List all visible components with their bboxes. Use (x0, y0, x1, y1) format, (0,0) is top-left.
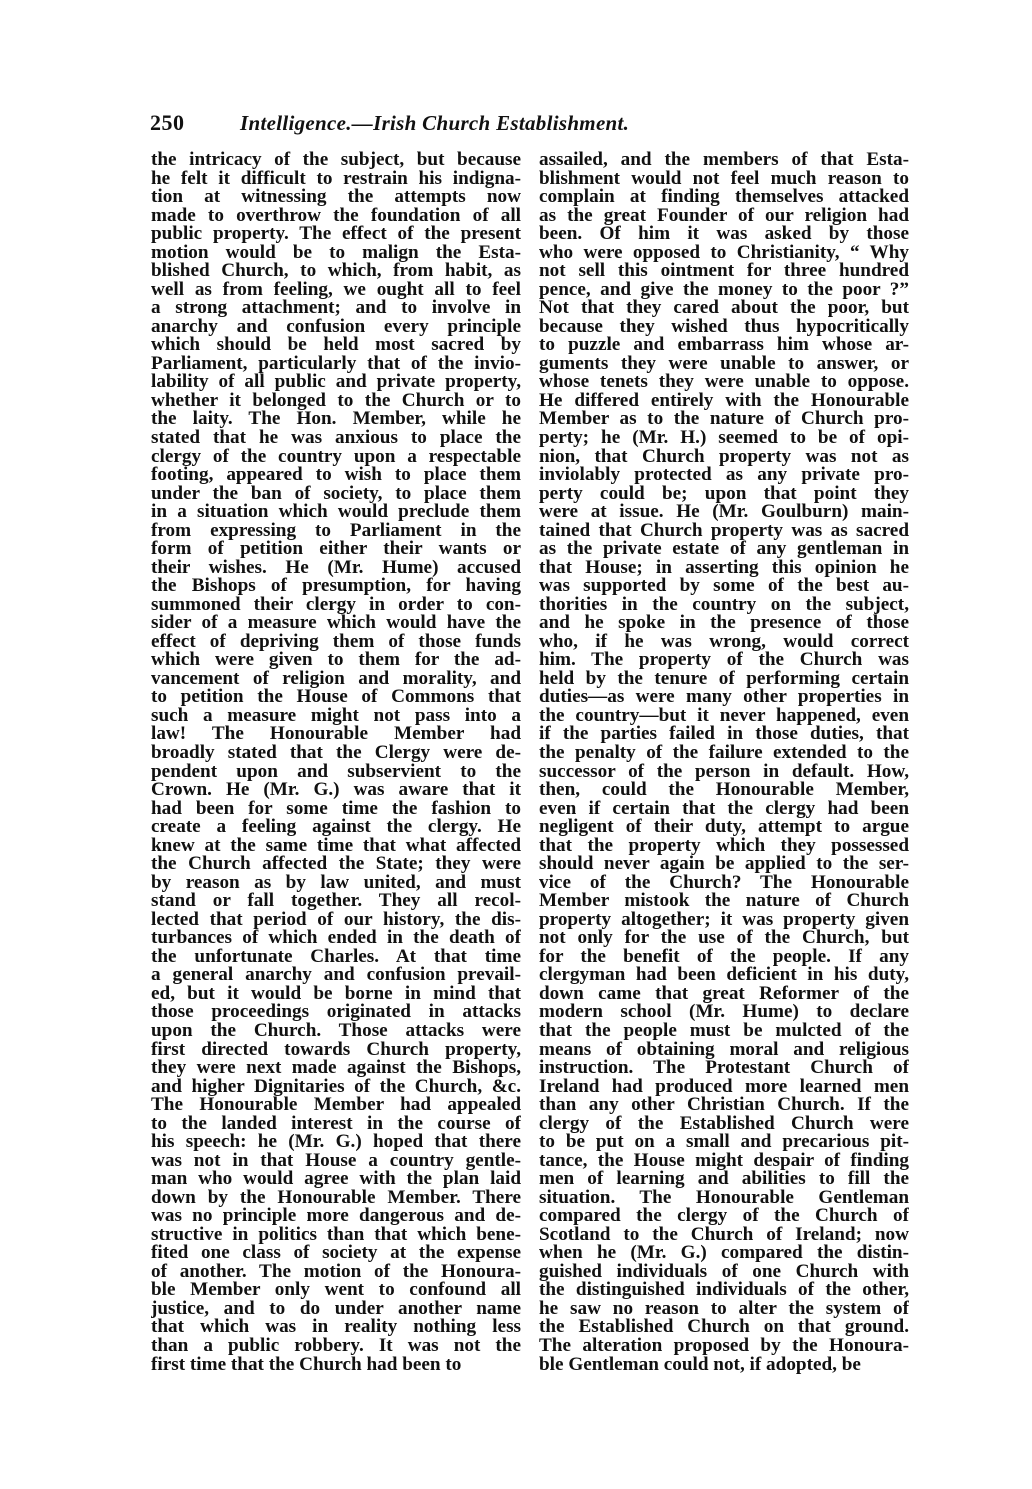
text-line: stated that he was anxious to place the (151, 428, 521, 448)
text-line: well as from feeling, we ought all to feel (151, 280, 521, 300)
text-line: structive in politics than that which bene- (151, 1225, 521, 1245)
text-line: the laity. The Hon. Member, while he (151, 410, 521, 429)
text-line: to petition the House of Commons that (151, 688, 521, 707)
text-line: than a public robbery. It was not the (151, 1337, 521, 1356)
text-line: that House; in asserting this opinion he (539, 558, 909, 578)
text-line: negligent of their duty, attempt to argue (539, 818, 909, 837)
text-line: that which was in reality nothing less (151, 1318, 521, 1337)
text-line: inviolably protected as any private pro- (539, 466, 909, 485)
text-line: successor of the person in default. How, (539, 762, 909, 782)
text-line: was supported by some of the best au- (539, 577, 909, 596)
text-line: The Honourable Member had appealed (151, 1096, 521, 1115)
text-line: was not in that House a country gentle- (151, 1151, 521, 1171)
text-line: the Bishops of presumption, for having (151, 577, 521, 596)
text-line: guments they were unable to answer, or (539, 354, 909, 374)
text-line: the Church affected the State; they were (151, 855, 521, 874)
text-line: footing, appeared to wish to place them (151, 466, 521, 485)
text-line: and higher Dignitaries of the Church, &c. (151, 1077, 521, 1097)
text-line: pendent upon and subservient to the (151, 762, 521, 782)
text-line: Member mistook the nature of Church (539, 892, 909, 911)
text-line: complain at finding themselves attacked (539, 188, 909, 207)
text-line: whose tenets they were unable to oppose. (539, 373, 909, 392)
text-line: sider of a measure which would have the (151, 614, 521, 633)
text-line: instruction. The Protestant Church of (539, 1059, 909, 1078)
text-line: a strong attachment; and to involve in (151, 299, 521, 318)
text-line: the Established Church on that ground. (539, 1318, 909, 1337)
text-line: made to overthrow the foundation of all (151, 206, 521, 226)
text-line: Ireland had produced more learned men (539, 1077, 909, 1097)
left-text-column (151, 151, 521, 1374)
text-line: down by the Honourable Member. There (151, 1188, 521, 1208)
text-line: first time that the Church had been to (151, 1355, 462, 1375)
text-line: broadly stated that the Clergy were de- (151, 744, 521, 763)
text-line: tance, the House might despair of finding (539, 1151, 909, 1171)
text-line: nion, that Church property was not as (539, 447, 909, 467)
text-line: of another. The motion of the Honoura- (151, 1262, 521, 1282)
text-line: the penalty of the failure extended to the (539, 744, 909, 763)
text-line: because they wished thus hypocritically (539, 317, 909, 337)
text-line: not only for the use of the Church, but (539, 929, 909, 948)
text-line: law! The Honourable Member had (151, 725, 521, 744)
text-line: perty could be; upon that point they (539, 484, 909, 504)
text-line: form of petition either their wants or (151, 540, 521, 559)
text-line: clergyman had been deficient in his duty, (539, 966, 909, 985)
text-line: He differed entirely with the Honourable (539, 391, 909, 411)
text-line: the country—but it never happened, even (539, 706, 909, 726)
text-line: blished Church, to which, from habit, as (151, 262, 521, 281)
text-line: clergy of the Established Church were (539, 1114, 909, 1134)
text-line: if the parties failed in those duties, that (539, 725, 909, 744)
text-line: summoned their clergy in order to con- (151, 595, 521, 615)
text-line: his speech: he (Mr. G.) hoped that there (151, 1133, 521, 1152)
text-line: the unfortunate Charles. At that time (151, 947, 521, 967)
text-line: vice of the Church? The Honourable (539, 873, 909, 893)
text-line: were at issue. He (Mr. Goulburn) main- (539, 503, 909, 522)
text-line: Member as to the nature of Church pro- (539, 410, 909, 429)
text-line: Not that they cared about the poor, but (539, 299, 909, 318)
text-line: which were given to them for the ad- (151, 651, 521, 670)
text-line: man who would agree with the plan laid (151, 1170, 521, 1189)
text-line: compared the clergy of the Church of (539, 1207, 909, 1226)
text-line: ble Gentleman could not, if adopted, be (539, 1355, 861, 1375)
text-line: which should be held most sacred by (151, 336, 521, 355)
text-line: tained that Church property was as sacred (539, 521, 909, 541)
text-line: he felt it difficult to restrain his indigna- (151, 169, 521, 189)
text-line: lected that period of our history, the dis- (151, 910, 521, 930)
text-line: as the great Founder of our religion had (539, 206, 909, 226)
text-line: situation. The Honourable Gentleman (539, 1188, 909, 1208)
text-line: means of obtaining moral and religious (539, 1040, 909, 1060)
text-line: modern school (Mr. Hume) to declare (539, 1003, 909, 1022)
text-line: thorities in the country on the subject, (539, 595, 909, 615)
text-line: they were next made against the Bishops, (151, 1059, 521, 1078)
text-line: that the people must be mulcted of the (539, 1021, 909, 1041)
text-line: from expressing to Parliament in the (151, 521, 521, 541)
text-line: anarchy and confusion every principle (151, 317, 521, 337)
text-line: duties—as were many other properties in (539, 688, 909, 707)
text-line: assailed, and the members of that Esta- (539, 151, 909, 170)
text-line: those proceedings originated in attacks (151, 1003, 521, 1022)
text-line: men of learning and abilities to fill the (539, 1170, 909, 1189)
text-line: to be put on a small and precarious pit- (539, 1133, 909, 1152)
text-line: to the landed interest in the course of (151, 1114, 521, 1134)
right-text-column (539, 151, 909, 1374)
text-line: he saw no reason to alter the system of (539, 1299, 909, 1319)
text-line: was no principle more dangerous and de- (151, 1207, 521, 1226)
text-line: motion would be to malign the Esta- (151, 243, 521, 263)
text-line: under the ban of society, to place them (151, 484, 521, 504)
text-line: whether it belonged to the Church or to (151, 391, 521, 411)
text-line: guished individuals of one Church with (539, 1262, 909, 1282)
text-line: to puzzle and embarrass him whose ar- (539, 336, 909, 355)
page-number: 250 (150, 110, 185, 135)
text-line: been. Of him it was asked by those (539, 225, 909, 244)
text-line: held by the tenure of performing certain (539, 669, 909, 689)
text-line: vancement of religion and morality, and (151, 669, 521, 689)
text-line: perty; he (Mr. H.) seemed to be of opi- (539, 428, 909, 448)
text-line: property altogether; it was property given (539, 910, 909, 930)
text-line: ble Member only went to confound all (151, 1281, 521, 1300)
text-line: justice, and to do under another name (151, 1299, 521, 1319)
text-line: down came that great Reformer of the (539, 984, 909, 1004)
running-head-title: Intelligence.—Irish Church Establishment. (240, 111, 630, 135)
text-line: clergy of the country upon a respectable (151, 447, 521, 467)
text-line: their wishes. He (Mr. Hume) accused (151, 558, 521, 578)
text-line: turbances of which ended in the death of (151, 929, 521, 948)
text-line: such a measure might not pass into a (151, 706, 521, 726)
text-line: for the benefit of the people. If any (539, 947, 909, 967)
text-line: who were opposed to Christianity, “ Why (539, 243, 909, 263)
text-line: tion at witnessing the attempts now (151, 188, 521, 207)
text-line: create a feeling against the clergy. He (151, 818, 521, 837)
text-line: in a situation which would preclude them (151, 503, 521, 522)
text-line: Scotland to the Church of Ireland; now (539, 1225, 909, 1245)
text-line: then, could the Honourable Member, (539, 781, 909, 800)
text-line: that the property which they possessed (539, 836, 909, 856)
text-line: the distinguished individuals of the other, (539, 1281, 909, 1300)
text-line: than any other Christian Church. If the (539, 1096, 909, 1115)
text-line: first directed towards Church property, (151, 1040, 521, 1060)
text-line: upon the Church. Those attacks were (151, 1021, 521, 1041)
text-line: even if certain that the clergy had been (539, 799, 909, 819)
text-line: him. The property of the Church was (539, 651, 909, 670)
text-line: fited one class of society at the expense (151, 1244, 521, 1263)
text-line: by reason as by law united, and must (151, 873, 521, 893)
text-line: the intricacy of the subject, but because (151, 151, 521, 170)
text-line: a general anarchy and confusion prevail- (151, 966, 521, 985)
text-line: Crown. He (Mr. G.) was aware that it (151, 781, 521, 800)
text-line: Parliament, particularly that of the invio- (151, 354, 521, 374)
text-line: stand or fall together. They all recol- (151, 892, 521, 911)
text-line: The alteration proposed by the Honoura- (539, 1337, 909, 1356)
text-line: ed, but it would be borne in mind that (151, 984, 521, 1004)
text-line: effect of depriving them of those funds (151, 632, 521, 652)
text-line: lability of all public and private property, (151, 373, 521, 392)
text-line: should never again be applied to the ser- (539, 855, 909, 874)
text-line: who, if he was wrong, would correct (539, 632, 909, 652)
text-line: blishment would not feel much reason to (539, 169, 909, 189)
text-line: when he (Mr. G.) compared the distin- (539, 1244, 909, 1263)
text-line: not sell this ointment for three hundred (539, 262, 909, 281)
text-line: pence, and give the money to the poor ?” (539, 280, 909, 300)
text-line: as the private estate of any gentleman in (539, 540, 909, 559)
running-head (150, 110, 910, 140)
text-line: had been for some time the fashion to (151, 799, 521, 819)
text-line: knew at the same time that what affected (151, 836, 521, 856)
text-line: and he spoke in the presence of those (539, 614, 909, 633)
text-line: public property. The effect of the present (151, 225, 521, 244)
